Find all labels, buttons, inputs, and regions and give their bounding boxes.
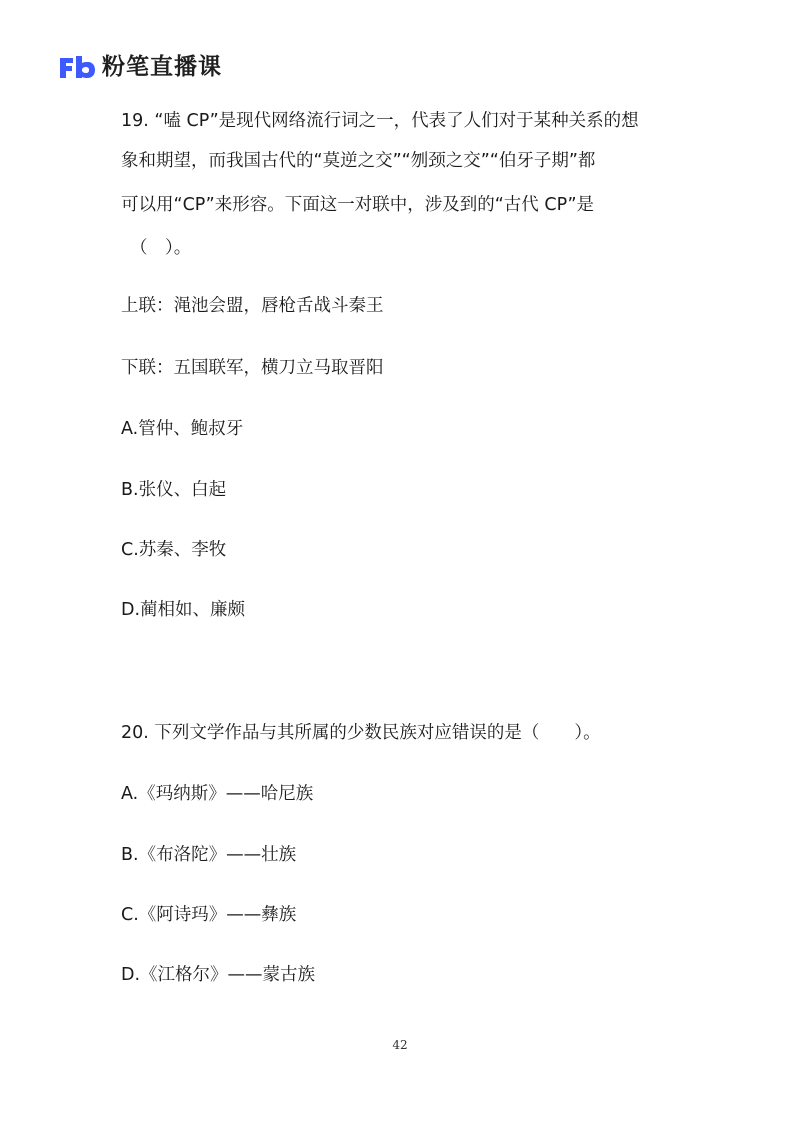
q19-option-c: C.苏秦、李牧 (121, 540, 227, 560)
q20-option-d: D.《江格尔》——蒙古族 (121, 965, 316, 985)
fb-logo-icon (58, 54, 96, 80)
header-brand (58, 52, 222, 82)
q20-stem: 20. 下列文学作品与其所属的少数民族对应错误的是（ ）。 (121, 723, 601, 743)
couplet-upper: 上联：渑池会盟，唇枪舌战斗秦王 (121, 296, 384, 316)
q19-stem-line-3: 可以用“CP”来形容。下面这一对联中，涉及到的“古代 CP”是 (121, 195, 595, 215)
q19-option-a: A.管仲、鲍叔牙 (121, 419, 244, 439)
q19-option-b: B.张仪、白起 (121, 480, 227, 500)
q19-stem-line-1: 19. “嗑 CP”是现代网络流行词之一，代表了人们对于某种关系的想 (121, 111, 639, 131)
q19-stem-line-2: 象和期望，而我国古代的“莫逆之交”“刎颈之交”“伯牙子期”都 (121, 151, 596, 171)
q19-option-d: D.蔺相如、廉颇 (121, 600, 246, 620)
q20-option-a: A.《玛纳斯》——哈尼族 (121, 784, 314, 804)
q20-option-b: B.《布洛陀》——壮族 (121, 845, 297, 865)
q19-stem-line-4: （ ）。 (130, 238, 192, 258)
brand-name: 粉笔直播课 (102, 54, 222, 80)
q20-option-c: C.《阿诗玛》——彝族 (121, 905, 297, 925)
couplet-lower: 下联：五国联军，横刀立马取晋阳 (121, 358, 384, 378)
page-number: 42 (392, 1038, 408, 1052)
